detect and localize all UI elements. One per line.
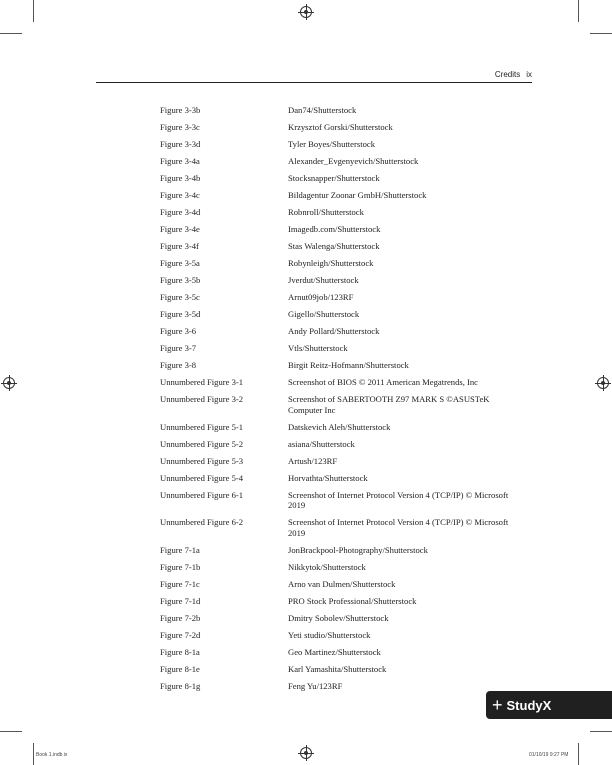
figure-source: Krzysztof Gorski/Shutterstock (288, 122, 393, 132)
credit-row (160, 258, 512, 269)
figure-source: Nikkytok/Shutterstock (288, 561, 366, 572)
credits-list (160, 105, 512, 698)
figure-source: Screenshot of Internet Protocol Version 4 (TCP/IP) © Microsoft 2019 (288, 489, 509, 510)
figure-label: Figure 7-1b (160, 561, 201, 572)
figure-source: Geo Martinez/Shutterstock (288, 646, 381, 657)
credit-row (160, 241, 512, 252)
footer-file-slug: Book 1.indb ix (36, 752, 68, 758)
brand-name: StudyX (506, 697, 552, 713)
figure-label: Figure 3-3c (160, 122, 200, 132)
credit-row (160, 326, 512, 337)
figure-label: Figure 7-1d (160, 595, 201, 606)
figure-source: asiana/Shutterstock (288, 438, 355, 449)
figure-source: Arnut09job/123RF (288, 292, 354, 302)
figure-label: Figure 3-4b (160, 173, 201, 183)
credit-row (160, 377, 512, 388)
credit-row (160, 545, 512, 556)
figure-source: Dan74/Shutterstock (288, 105, 357, 115)
figure-label: Figure 3-4a (160, 156, 200, 166)
credit-row (160, 394, 512, 415)
running-head (495, 70, 532, 79)
credit-row (160, 173, 512, 184)
registration-mark-icon (3, 377, 15, 389)
credit-row (160, 422, 512, 433)
credit-row (160, 190, 512, 201)
figure-label: Figure 3-3b (160, 105, 201, 115)
figure-source: Screenshot of SABERTOOTH Z97 MARK S ©ASUSTeK Computer Inc (288, 394, 490, 415)
figure-label: Unnumbered Figure 3-1 (160, 377, 244, 387)
figure-label: Figure 3-5c (160, 292, 200, 302)
figure-source: Bildagentur Zoonar GmbH/Shutterstock (288, 190, 427, 200)
figure-source: Arno van Dulmen/Shutterstock (288, 578, 396, 589)
crop-mark (33, 743, 34, 765)
credit-row (160, 579, 512, 590)
credit-row (160, 456, 512, 467)
figure-label: Figure 3-5d (160, 309, 201, 319)
figure-source: Dmitry Sobolev/Shutterstock (288, 612, 389, 623)
crop-mark (0, 33, 22, 34)
studyx-badge[interactable] (486, 691, 612, 719)
figure-source: Horvathta/Shutterstock (288, 472, 368, 483)
footer-date-slug: 01/10/19 9:27 PM (529, 752, 569, 758)
credit-row (160, 224, 512, 235)
figure-source: Stas Walenga/Shutterstock (288, 241, 380, 251)
credit-row (160, 105, 512, 116)
crop-mark (0, 731, 22, 732)
figure-source: JonBrackpool-Photography/Shutterstock (288, 544, 428, 555)
figure-label: Figure 7-1c (160, 578, 200, 589)
figure-label: Figure 3-3d (160, 139, 201, 149)
registration-mark-icon (300, 6, 312, 18)
figure-source: Stocksnapper/Shutterstock (288, 173, 380, 183)
figure-source: Datskevich Aleh/Shutterstock (288, 421, 391, 432)
credit-row (160, 517, 512, 538)
figure-label: Figure 3-4d (160, 207, 201, 217)
credit-row (160, 275, 512, 286)
figure-source: Birgit Reitz-Hofmann/Shutterstock (288, 360, 409, 370)
figure-source: Artush/123RF (288, 455, 338, 466)
credit-row (160, 681, 512, 692)
registration-mark-icon (597, 377, 609, 389)
figure-label: Figure 3-4e (160, 224, 200, 234)
header-rule (96, 82, 532, 83)
crop-mark (590, 33, 612, 34)
figure-label: Figure 3-7 (160, 343, 197, 353)
figure-source: Feng Yu/123RF (288, 680, 343, 691)
figure-source: Gigello/Shutterstock (288, 309, 360, 319)
figure-label: Unnumbered Figure 5-1 (160, 421, 244, 432)
plus-icon: + (492, 694, 503, 715)
credit-row (160, 360, 512, 371)
credit-row (160, 473, 512, 484)
figure-label: Figure 8-1e (160, 663, 200, 674)
figure-label: Unnumbered Figure 5-3 (160, 455, 244, 466)
figure-label: Figure 7-1a (160, 544, 200, 555)
figure-source: Vtls/Shutterstock (288, 343, 348, 353)
figure-label: Figure 7-2d (160, 629, 201, 640)
figure-source: Screenshot of Internet Protocol Version 4 (TCP/IP) © Microsoft 2019 (288, 517, 509, 538)
crop-mark (578, 743, 579, 765)
figure-label: Figure 3-6 (160, 326, 197, 336)
credit-row (160, 613, 512, 624)
credit-row (160, 596, 512, 607)
crop-mark (590, 731, 612, 732)
credit-row (160, 439, 512, 450)
figure-source: Karl Yamashita/Shutterstock (288, 663, 387, 674)
credit-row (160, 309, 512, 320)
figure-label: Figure 8-1g (160, 680, 201, 691)
page-number: ix (526, 70, 532, 79)
figure-source: Robynleigh/Shutterstock (288, 258, 374, 268)
credit-row (160, 139, 512, 150)
figure-source: PRO Stock Professional/Shutterstock (288, 595, 417, 606)
credit-row (160, 156, 512, 167)
figure-label: Figure 3-5a (160, 258, 200, 268)
figure-source: Tyler Boyes/Shutterstock (288, 139, 375, 149)
credit-row (160, 207, 512, 218)
figure-source: Andy Pollard/Shutterstock (288, 326, 380, 336)
credit-row (160, 630, 512, 641)
figure-label: Unnumbered Figure 6-1 (160, 489, 244, 500)
figure-label: Figure 7-2b (160, 612, 201, 623)
credit-row (160, 122, 512, 133)
figure-source: Robnroll/Shutterstock (288, 207, 364, 217)
figure-source: Imagedb.com/Shutterstock (288, 224, 381, 234)
credit-row (160, 562, 512, 573)
crop-mark (33, 0, 34, 22)
figure-source: Alexander_Evgenyevich/Shutterstock (288, 156, 419, 166)
credit-row (160, 664, 512, 675)
figure-label: Figure 3-4f (160, 241, 199, 251)
figure-label: Figure 3-5b (160, 275, 201, 285)
figure-label: Unnumbered Figure 6-2 (160, 517, 244, 527)
registration-mark-icon (300, 747, 312, 759)
credit-row (160, 292, 512, 303)
figure-source: Screenshot of BIOS © 2011 American Megatrends, Inc (288, 377, 478, 387)
figure-label: Figure 3-8 (160, 360, 197, 370)
section-title: Credits (494, 70, 521, 79)
figure-source: Jverdut/Shutterstock (288, 275, 359, 285)
figure-label: Unnumbered Figure 5-4 (160, 472, 244, 483)
credit-row (160, 647, 512, 658)
credit-row (160, 343, 512, 354)
crop-mark (578, 0, 579, 22)
figure-label: Unnumbered Figure 3-2 (160, 394, 244, 404)
figure-label: Figure 3-4c (160, 190, 200, 200)
figure-source: Yeti studio/Shutterstock (288, 629, 371, 640)
figure-label: Figure 8-1a (160, 646, 200, 657)
figure-label: Unnumbered Figure 5-2 (160, 438, 244, 449)
credit-row (160, 490, 512, 511)
